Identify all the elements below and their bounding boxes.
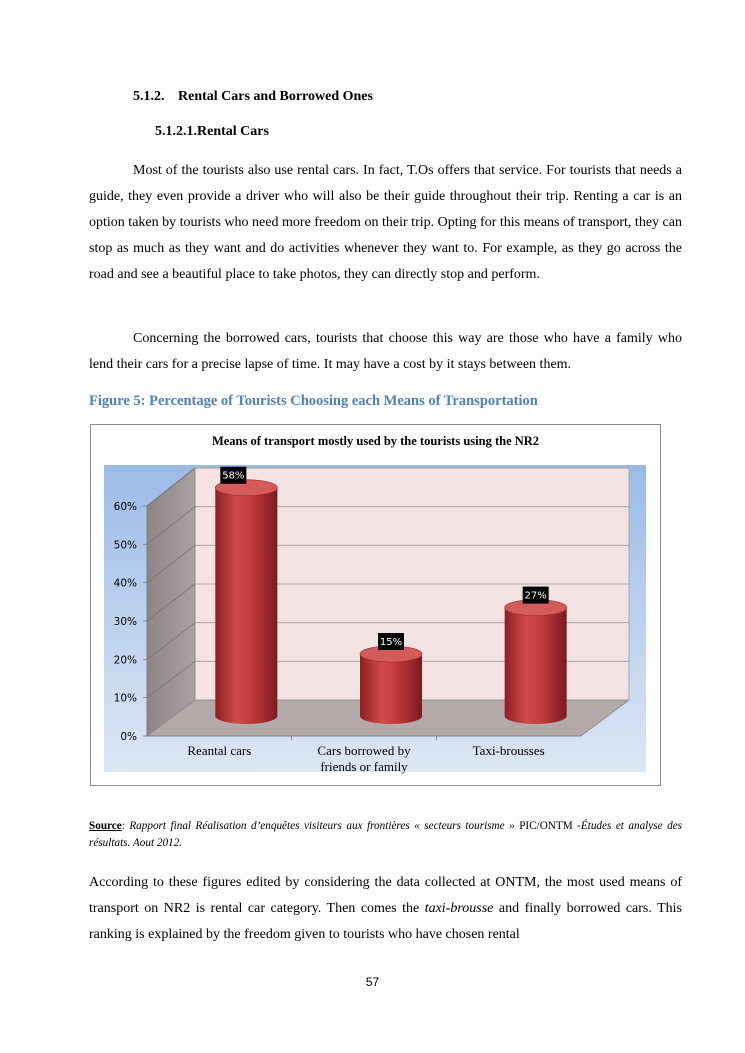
section-title: Rental Cars and Borrowed Ones bbox=[178, 89, 373, 104]
y-tick-label: 40% bbox=[113, 577, 137, 590]
bar-body bbox=[360, 654, 422, 724]
y-tick-label: 60% bbox=[113, 501, 137, 513]
data-label: 27% bbox=[524, 590, 547, 602]
paragraph-rental-cars: Most of the tourists also use rental cars. In fact, T.Os offers that service. For tourists that needs a guide, they even provide a driver who will also be their guide throughout their trip. Renting a car is an option taken by tourists who need more freedom on their trip. Opting for this means of transport, they can stop as much as they want and do activities whenever they want to. For example, as they go across the road and see a beautiful place to take photos, they can directly stop and perform. bbox=[89, 163, 682, 282]
source-text-normal: PIC/ONTM - bbox=[519, 820, 581, 832]
x-tick-label: Reantal cars bbox=[187, 743, 252, 758]
page-number: 57 bbox=[365, 975, 380, 989]
x-tick-label: Taxi-brousses bbox=[472, 743, 545, 758]
bar bbox=[215, 467, 277, 724]
conclusion-italic: taxi-brousse bbox=[424, 901, 494, 916]
bar-body bbox=[215, 488, 277, 724]
x-tick-label: friends or family bbox=[320, 759, 408, 774]
source-label: Source bbox=[89, 820, 122, 832]
section-number: 5.1.2. bbox=[133, 89, 165, 104]
conclusion-before: According to these figures edited by considering the data collected at ONTM, the most used means of transport on NR2 is rental car category. Then comes the bbox=[89, 875, 682, 916]
figure-caption: Figure 5: Percentage of Tourists Choosing each Means of Transportation bbox=[89, 393, 538, 409]
bar bbox=[505, 587, 567, 724]
y-tick-label: 30% bbox=[113, 616, 137, 628]
source-text-italic2: Études et analyse des résultats. Aout 2012. bbox=[89, 820, 682, 849]
bar-body bbox=[505, 608, 567, 724]
y-tick-label: 50% bbox=[113, 539, 137, 552]
y-tick-label: 0% bbox=[120, 731, 137, 743]
source-colon: : bbox=[121, 820, 130, 832]
chart-title: Means of transport mostly used by the tourists using the NR2 bbox=[211, 434, 540, 448]
figure-source bbox=[89, 818, 682, 852]
paragraph-conclusion bbox=[89, 870, 682, 948]
data-label: 58% bbox=[222, 470, 245, 482]
source-text-italic: Rapport final Réalisation d’enquêtes visiteurs aux frontières « secteurs tourisme » bbox=[129, 820, 515, 832]
subsection-heading: 5.1.2.1.Rental Cars bbox=[155, 124, 269, 139]
data-label: 15% bbox=[379, 637, 403, 648]
x-tick-label: Cars borrowed by bbox=[317, 743, 411, 758]
paragraph-borrowed-cars: Concerning the borrowed cars, tourists that choose this way are those who have a family who lend their cars for a precise lapse of time. It may have a cost by it stays between them. bbox=[89, 331, 682, 372]
y-tick-label: 10% bbox=[113, 692, 137, 705]
y-tick-label: 20% bbox=[113, 654, 137, 667]
conclusion-after: and finally borrowed cars. This ranking is explained by the freedom given to tourists who have chosen rental bbox=[89, 901, 683, 942]
